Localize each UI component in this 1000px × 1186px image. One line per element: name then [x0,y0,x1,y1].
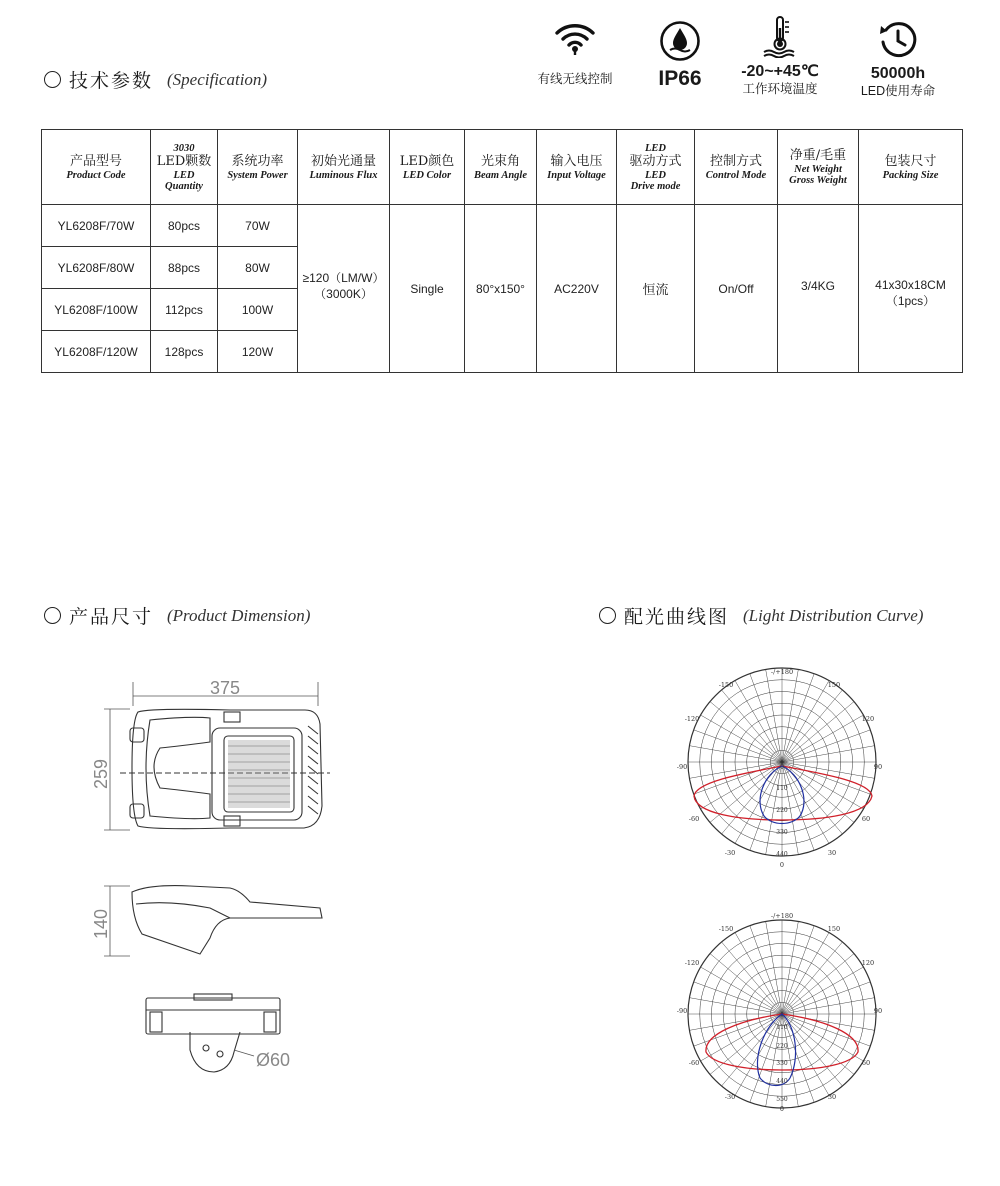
angle-label: -30 [724,1093,736,1101]
angle-label: 120 [861,715,875,723]
header-packing-size: 包装尺寸 Packing Size [859,130,963,205]
angle-label: -30 [724,849,736,857]
polar-grid [688,668,876,856]
feature-ip66 [650,20,710,91]
header-luminous-flux: 初始光通量 Luminous Flux [298,130,390,205]
angle-label: -/+180 [770,668,794,676]
radial-label: 330 [776,1060,788,1067]
radial-label: 110 [776,1024,788,1031]
circle-bullet-icon [44,607,61,624]
cell-code: YL6208F/120W [42,331,151,373]
header-weight: 净重/毛重 Net Weight Gross Weight [778,130,859,205]
angle-label: 30 [827,849,837,857]
header-beam-angle: 光束角 Beam Angle [465,130,537,205]
cell-drive: 恒流 [617,205,695,373]
dimension-height-label: 259 [91,758,111,790]
spec-title-zh: 技术参数 [69,70,154,92]
feature-temperature [734,14,826,97]
cell-code: YL6208F/80W [42,247,151,289]
cell-power: 80W [218,247,298,289]
header-system-power: 系统功率 System Power [218,130,298,205]
angle-label: 30 [827,1093,837,1101]
polar-chart-1 [660,664,900,874]
cell-qty: 80pcs [151,205,218,247]
spec-table [41,129,963,373]
angle-label: 90 [873,763,883,771]
header-input-voltage: 输入电压 Input Voltage [537,130,617,205]
radial-label: 220 [776,807,788,814]
angle-label: -150 [718,925,734,933]
radial-label: 440 [776,1078,788,1085]
angle-label: 150 [827,681,841,689]
dimension-title-en: (Product Dimension) [167,605,311,625]
angle-label: -60 [688,1059,700,1067]
water-drop-icon [659,20,701,62]
side-view-drawing [90,878,340,968]
angle-label: -120 [684,715,700,723]
top-view-drawing [90,676,340,846]
spec-title-en: (Specification) [167,69,268,89]
cell-qty: 112pcs [151,289,218,331]
angle-label: 0 [779,1105,785,1113]
dimension-section-title [44,602,310,629]
feature-ip66-text: IP66 [658,67,702,90]
thermometer-icon [758,14,802,58]
cell-power: 120W [218,331,298,373]
feature-temperature-range: -20~+45℃ [741,63,819,80]
curve-section-title [599,602,923,629]
radial-label: 550 [776,1096,788,1103]
front-view-drawing [130,990,310,1080]
header-drive-mode: LED 驱动方式 LED Drive mode [617,130,695,205]
curve-title-zh: 配光曲线图 [624,606,730,628]
feature-lifetime-label: LED使用寿命 [860,84,936,98]
header-led-quantity: 3030 LED颗数 LED Quantity [151,130,218,205]
feature-lifetime [852,20,944,99]
angle-label: 90 [873,1007,883,1015]
cell-color: Single [390,205,465,373]
spec-section-title [44,66,267,93]
angle-label: 120 [861,959,875,967]
cell-beam: 80°x150° [465,205,537,373]
angle-label: 150 [827,925,841,933]
cell-code: YL6208F/70W [42,205,151,247]
cell-qty: 128pcs [151,331,218,373]
cell-control: On/Off [695,205,778,373]
angle-label: -90 [676,1007,688,1015]
cell-power: 100W [218,289,298,331]
feature-wireless [528,20,622,87]
header-product-code: 产品型号 Product Code [42,130,151,205]
dimension-pipe-label: Ø60 [256,1050,291,1070]
cell-code: YL6208F/100W [42,289,151,331]
angle-label: 60 [861,815,871,823]
angle-label: -60 [688,815,700,823]
radial-label: 330 [776,829,788,836]
radial-label: 110 [776,785,788,792]
radial-label: 0 [780,764,784,771]
angle-label: -120 [684,959,700,967]
clock-history-icon [878,20,918,60]
feature-wireless-label: 有线无线控制 [537,72,613,86]
angle-label: -150 [718,681,734,689]
radial-label: 220 [776,1043,788,1050]
dimension-width-label: 375 [209,678,241,698]
table-header-row [42,130,963,205]
cell-voltage: AC220V [537,205,617,373]
curve-title-en: (Light Distribution Curve) [743,605,924,625]
circle-bullet-icon [599,607,616,624]
dimension-title-zh: 产品尺寸 [69,606,154,628]
angle-label: -/+180 [770,912,794,920]
feature-temperature-label: 工作环境温度 [742,82,818,96]
radial-label: 440 [776,851,788,858]
angle-label: 0 [779,861,785,869]
header-led-color: LED颜色 LED Color [390,130,465,205]
angle-label: -90 [676,763,688,771]
cell-pack: 41x30x18CM （1pcs） [859,205,963,373]
cell-qty: 88pcs [151,247,218,289]
header-control-mode: 控制方式 Control Mode [695,130,778,205]
angle-label: 60 [861,1059,871,1067]
circle-bullet-icon [44,71,61,88]
dimension-side-height-label: 140 [91,908,111,940]
feature-lifetime-hours: 50000h [870,65,926,82]
table-row [42,205,963,247]
cell-flux: ≥120（LM/W） （3000K） [298,205,390,373]
cell-weight: 3/4KG [778,205,859,373]
cell-power: 70W [218,205,298,247]
wifi-icon [553,20,597,56]
polar-chart-2 [660,908,900,1118]
